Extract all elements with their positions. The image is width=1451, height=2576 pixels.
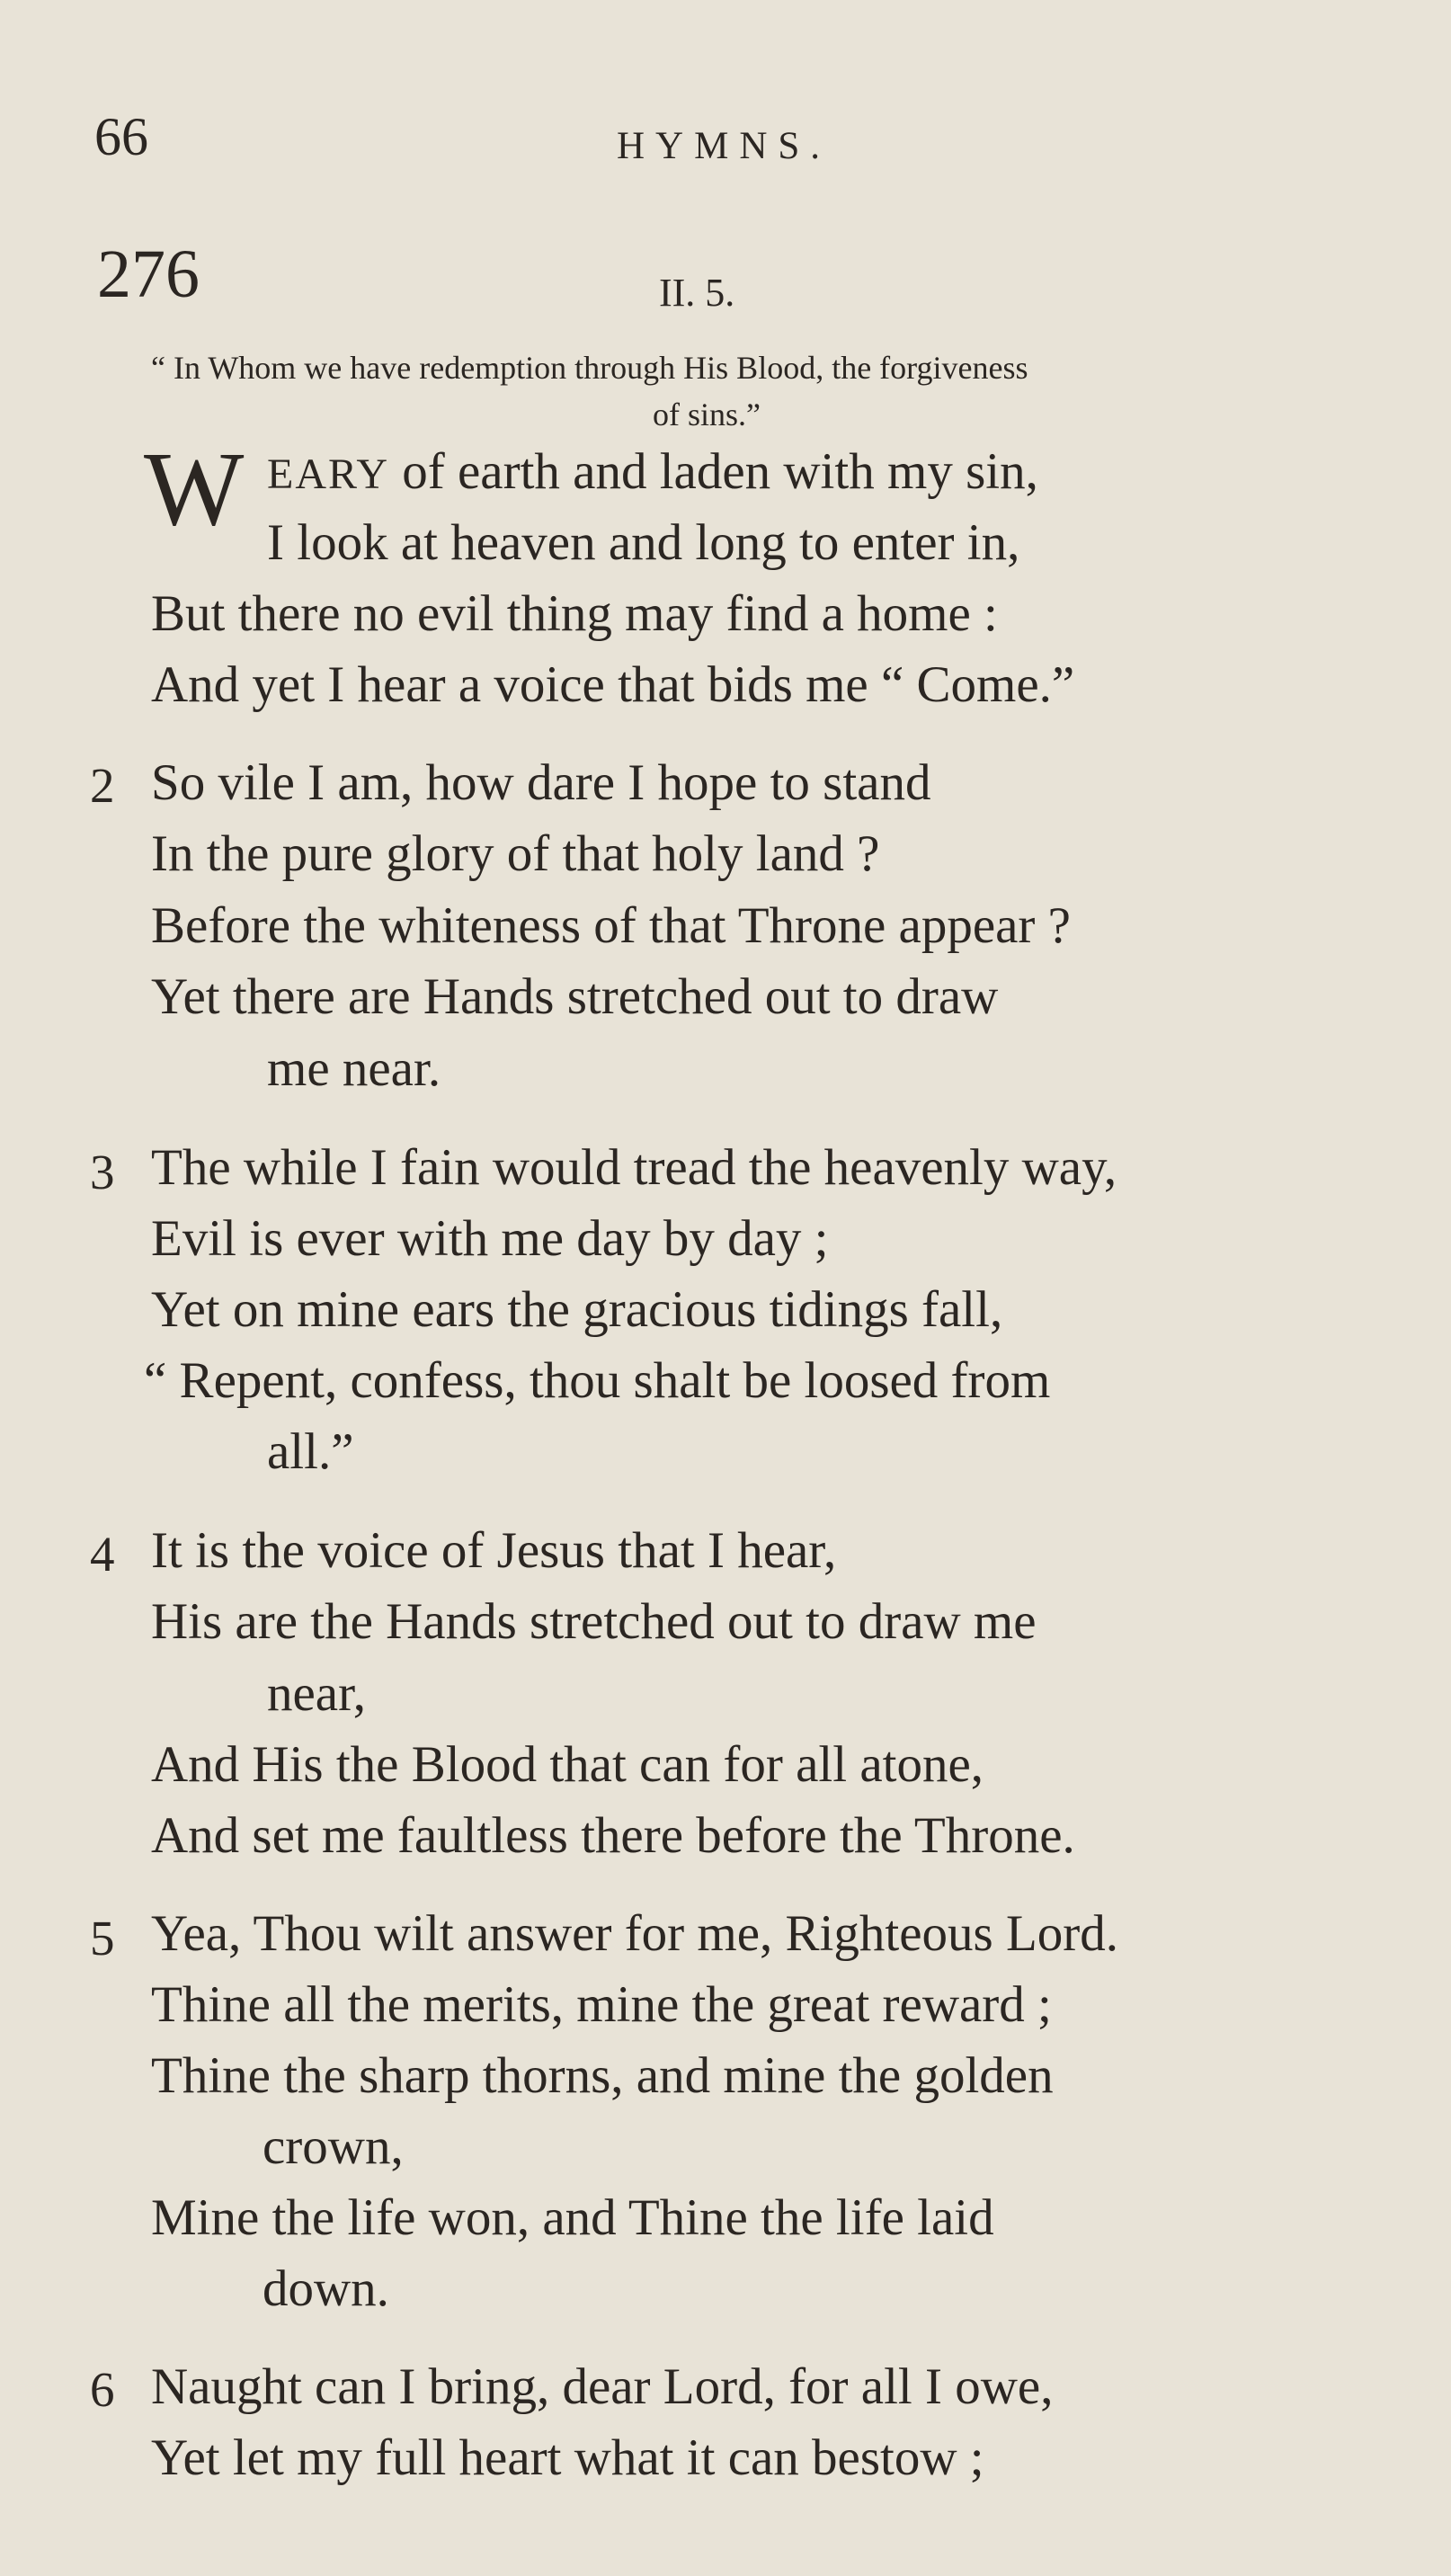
page-number: 66	[94, 107, 148, 166]
verse-1-line-1-caps: EARY	[267, 450, 390, 498]
verse-5-line-4: crown,	[263, 2118, 404, 2175]
verse-2-line-4: Yet there are Hands stretched out to draw	[151, 968, 999, 1025]
verse-4-line-3: near,	[267, 1665, 367, 1722]
verse-4-line-4: And His the Blood that can for all atone,	[151, 1736, 984, 1793]
verse-1-line-1-rest: of earth and laden with my sin,	[402, 443, 1038, 500]
verse-3-line-4: “ Repent, confess, thou shalt be loosed from	[144, 1352, 1051, 1409]
verse-2-line-2: In the pure glory of that holy land ?	[151, 825, 880, 882]
verse-4-line-1: It is the voice of Jesus that I hear,	[151, 1522, 837, 1579]
verse-6-number: 6	[90, 2362, 115, 2417]
verse-2-number: 2	[90, 758, 115, 813]
verse-3-number: 3	[90, 1145, 115, 1199]
verse-6-line-1: Naught can I bring, dear Lord, for all I owe,	[151, 2358, 1054, 2415]
verse-5-line-1: Yea, Thou wilt answer for me, Righteous Lord.	[151, 1905, 1119, 1962]
verse-3-line-5: all.”	[267, 1423, 354, 1480]
verse-4-line-2: His are the Hands stretched out to draw me	[151, 1593, 1037, 1650]
verse-1-line-1	[267, 442, 1038, 501]
verse-5-line-2: Thine all the merits, mine the great reward ;	[151, 1976, 1052, 2033]
verse-3-line-2: Evil is ever with me day by day ;	[151, 1210, 829, 1267]
verse-3-line-1: The while I fain would tread the heavenly way,	[151, 1139, 1117, 1196]
verse-5-line-5: Mine the life won, and Thine the life laid	[151, 2189, 994, 2246]
hymn-meter: II. 5.	[659, 271, 735, 315]
running-title: HYMNS.	[617, 125, 832, 167]
verse-5-number: 5	[90, 1911, 115, 1965]
epigraph-line-2: of sins.”	[653, 397, 761, 432]
verse-6-line-2: Yet let my full heart what it can bestow ;	[151, 2429, 984, 2486]
verse-2-line-5: me near.	[267, 1040, 441, 1097]
verse-1-line-4: And yet I hear a voice that bids me “ Come.”	[151, 656, 1075, 713]
verse-2-line-1: So vile I am, how dare I hope to stand	[151, 754, 931, 811]
verse-4-number: 4	[90, 1527, 115, 1582]
verse-3-line-3: Yet on mine ears the gracious tidings fall,	[151, 1281, 1003, 1338]
hymn-number: 276	[97, 236, 200, 312]
verse-2-line-3: Before the whiteness of that Throne appear ?	[151, 897, 1071, 954]
verse-1-line-3: But there no evil thing may find a home :	[151, 585, 998, 642]
verse-1-line-2: I look at heaven and long to enter in,	[267, 514, 1020, 571]
verse-4-line-5: And set me faultless there before the Throne.	[151, 1807, 1075, 1864]
verse-5-line-3: Thine the sharp thorns, and mine the golden	[151, 2047, 1054, 2104]
verse-5-line-6: down.	[263, 2260, 389, 2317]
drop-cap: W	[144, 430, 245, 548]
epigraph-line-1: “ In Whom we have redemption through His Blood, the forgiveness	[151, 350, 1028, 386]
